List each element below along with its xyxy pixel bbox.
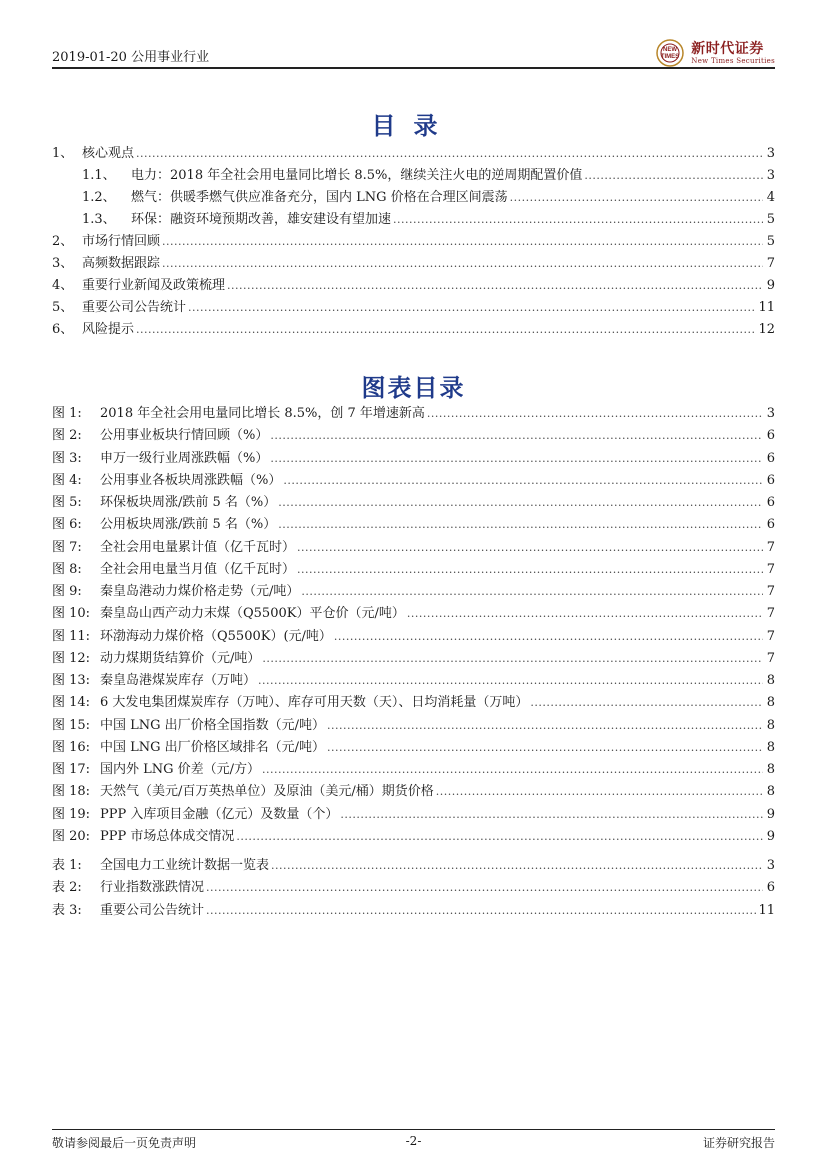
entry-title: 高频数据跟踪 [82,256,161,271]
entry-page: 12 [758,322,775,337]
figure-entry[interactable] [52,580,775,602]
entry-page: 11 [758,300,775,315]
svg-text:NEW: NEW [663,47,678,53]
dot-leader [270,452,763,465]
dot-leader [297,563,763,576]
entry-number: 图 16: [52,739,91,755]
entry-number: 4、 [52,278,74,293]
figure-entry[interactable] [52,469,775,491]
entry-title: 全社会用电量累计值（亿千瓦时） [100,539,296,555]
toc-entry[interactable] [52,318,775,340]
figure-entry[interactable] [52,491,775,513]
entry-number: 图 9: [52,584,82,599]
figure-entry[interactable] [52,647,775,669]
dot-leader [227,279,763,292]
entry-page: 3 [766,146,775,161]
figure-entry[interactable] [52,536,775,558]
dot-leader [262,652,763,665]
entry-page: 8 [766,717,775,733]
entry-title: 环保：融资环境预期改善，雄安建设有望加速 [131,212,392,227]
toc-entry[interactable] [52,208,775,230]
figure-entry[interactable] [52,602,775,624]
entry-title: 电力：2018 年全社会用电量同比增长 8.5%，继续关注火电的逆周期配置价值 [131,168,583,183]
entry-title: 重要公司公告统计 [100,902,205,918]
dot-leader [407,607,763,620]
dot-leader [278,518,763,531]
dot-leader [340,808,763,821]
figure-entry[interactable] [52,669,775,691]
figure-entry[interactable] [52,825,775,847]
entry-page: 5 [766,212,775,227]
entry-page: 4 [766,190,775,205]
dot-leader [258,674,763,687]
figure-entry[interactable] [52,424,775,446]
entry-page: 3 [766,168,775,183]
dot-leader [262,763,763,776]
entry-page: 8 [766,784,775,800]
figure-entry[interactable] [52,558,775,580]
entry-number: 图 4: [52,472,82,488]
page-number: -2- [405,1134,422,1148]
page-footer [52,1134,775,1150]
entry-number: 图 7: [52,539,82,555]
entry-page: 6 [766,450,775,466]
entry-title: 中国 LNG 出厂价格全国指数（元/吨） [100,717,326,733]
figure-entry[interactable] [52,714,775,736]
entry-number: 图 1: [52,406,82,421]
new-times-logo-icon [653,39,687,67]
entry-page: 8 [766,739,775,755]
entry-number: 图 12: [52,650,91,666]
toc-entry[interactable] [52,296,775,318]
entry-number: 图 14: [52,695,91,711]
entry-number: 图 10: [52,606,91,622]
tables-list [52,854,775,921]
entry-number: 表 3: [52,902,82,918]
figure-entry[interactable] [52,625,775,647]
table-entry[interactable] [52,899,775,921]
entry-number: 表 1: [52,858,82,873]
entry-title: 全国电力工业统计数据一览表 [100,858,270,873]
entry-number: 图 20: [52,828,91,844]
entry-page: 6 [766,517,775,533]
dot-leader [510,191,763,204]
figure-entry[interactable] [52,513,775,535]
entry-page: 7 [766,561,775,577]
entry-page: 9 [766,278,775,293]
toc-entry[interactable] [52,274,775,296]
dot-leader [188,301,756,314]
dot-leader [301,585,763,598]
dot-leader [436,785,763,798]
toc-entry[interactable] [52,164,775,186]
dot-leader [584,169,763,182]
entry-page: 7 [766,628,775,644]
entry-number: 图 11: [52,628,91,644]
entry-page: 3 [766,858,775,873]
entry-number: 图 17: [52,762,91,777]
entry-number: 图 6: [52,517,82,533]
entry-title: 2018 年全社会用电量同比增长 8.5%，创 7 年增速新高 [100,406,425,421]
entry-title: 国内外 LNG 价差（元/方） [100,762,261,777]
entry-title: 天然气（美元/百万英热单位）及原油（美元/桶）期货价格 [100,784,434,800]
entry-title: 环渤海动力煤价格（Q5500K）(元/吨） [100,628,332,644]
page-header [52,38,775,68]
entry-number: 图 2: [52,428,82,444]
figure-entry[interactable] [52,447,775,469]
entry-page: 8 [766,695,775,711]
entry-page: 8 [766,673,775,688]
entry-title: 公用事业各板块周涨跌幅（%） [100,472,282,488]
entry-title: 秦皇岛港动力煤价格走势（元/吨） [100,584,300,599]
dot-leader [393,213,763,226]
entry-title: 秦皇岛港煤炭库存（万吨） [100,673,257,688]
entry-title: 重要行业新闻及政策梳理 [82,278,226,293]
dot-leader [530,696,763,709]
entry-title: 核心观点 [82,146,135,161]
dot-leader [162,235,763,248]
entry-number: 图 3: [52,450,82,466]
toc-entry[interactable] [52,142,775,164]
entry-title: 中国 LNG 出厂价格区域排名（元/吨） [100,739,326,755]
entry-page: 9 [766,806,775,822]
table-entry[interactable] [52,876,775,898]
dot-leader [136,323,756,336]
entry-page: 5 [766,234,775,249]
footer-report-type: 证券研究报告 [702,1136,775,1150]
dot-leader [297,541,763,554]
dot-leader [162,257,763,270]
figure-entry[interactable] [52,402,775,424]
entry-number: 图 8: [52,561,82,577]
header-date-industry: 2019-01-20 公用事业行业 [52,50,210,65]
entry-title: 重要公司公告统计 [82,300,187,315]
entry-number: 图 18: [52,784,91,800]
entry-title: 秦皇岛山西产动力末煤（Q5500K）平仓价（元/吨） [100,606,405,622]
logo-name-en: New Times Securities [691,56,775,65]
entry-number: 1.1、 [82,168,116,183]
entry-page: 6 [766,880,775,896]
entry-page: 3 [766,406,775,421]
entry-title: 公用板块周涨/跌前 5 名（%） [100,517,277,533]
figure-entry[interactable] [52,780,775,802]
entry-number: 1.2、 [82,190,116,205]
footer-divider [52,1129,775,1130]
svg-text:TIMES: TIMES [661,54,680,60]
figures-list [52,402,775,847]
figures-list-title: 图表目录 [361,373,466,402]
entry-number: 图 19: [52,806,91,822]
dot-leader [327,741,763,754]
dot-leader [270,429,763,442]
entry-number: 图 5: [52,495,82,510]
entry-title: PPP 市场总体成交情况 [100,828,235,844]
table-of-contents [52,142,775,340]
entry-number: 6、 [52,322,74,337]
entry-title: 申万一级行业周涨跌幅（%） [100,450,269,466]
entry-title: 动力煤期货结算价（元/吨） [100,650,261,666]
dot-leader [136,147,763,160]
entry-number: 表 2: [52,880,82,896]
entry-title: 行业指数涨跌情况 [100,880,205,896]
dot-leader [334,630,763,643]
entry-page: 6 [766,428,775,444]
figure-entry[interactable] [52,691,775,713]
entry-number: 图 15: [52,717,91,733]
toc-entry[interactable] [52,186,775,208]
figure-entry[interactable] [52,803,775,825]
toc-entry[interactable] [52,252,775,274]
dot-leader [206,881,763,894]
entry-page: 7 [766,584,775,599]
table-entry[interactable] [52,854,775,876]
logo-name-cn: 新时代证券 [691,40,764,57]
entry-page: 7 [766,256,775,271]
entry-number: 5、 [52,300,74,315]
entry-page: 7 [766,606,775,622]
dot-leader [206,904,756,917]
dot-leader [278,496,763,509]
entry-title: 燃气：供暖季燃气供应准备充分，国内 LNG 价格在合理区间震荡 [131,190,508,205]
entry-page: 7 [766,539,775,555]
dot-leader [236,830,763,843]
dot-leader [283,474,763,487]
company-logo [653,38,775,68]
footer-disclaimer: 敬请参阅最后一页免责声明 [52,1136,197,1150]
entry-number: 1、 [52,146,74,161]
entry-page: 6 [766,472,775,488]
entry-page: 7 [766,650,775,666]
entry-title: PPP 入库项目金融（亿元）及数量（个） [100,806,339,822]
entry-title: 公用事业板块行情回顾（%） [100,428,269,444]
entry-page: 6 [766,495,775,510]
entry-page: 8 [766,762,775,777]
dot-leader [427,407,763,420]
entry-number: 2、 [52,234,74,249]
entry-title: 6 大发电集团煤炭库存（万吨）、库存可用天数（天）、日均消耗量（万吨） [100,695,529,711]
dot-leader [271,859,763,872]
entry-title: 全社会用电量当月值（亿千瓦时） [100,561,296,577]
figure-entry[interactable] [52,736,775,758]
figure-entry[interactable] [52,758,775,780]
entry-title: 风险提示 [82,322,135,337]
header-divider [52,67,775,69]
toc-entry[interactable] [52,230,775,252]
toc-title: 目录 [371,111,456,140]
entry-title: 市场行情回顾 [82,234,161,249]
entry-page: 9 [766,828,775,844]
dot-leader [327,719,763,732]
entry-title: 环保板块周涨/跌前 5 名（%） [100,495,277,510]
entry-page: 11 [758,902,775,918]
entry-number: 1.3、 [82,212,116,227]
entry-number: 3、 [52,256,74,271]
entry-number: 图 13: [52,673,91,688]
